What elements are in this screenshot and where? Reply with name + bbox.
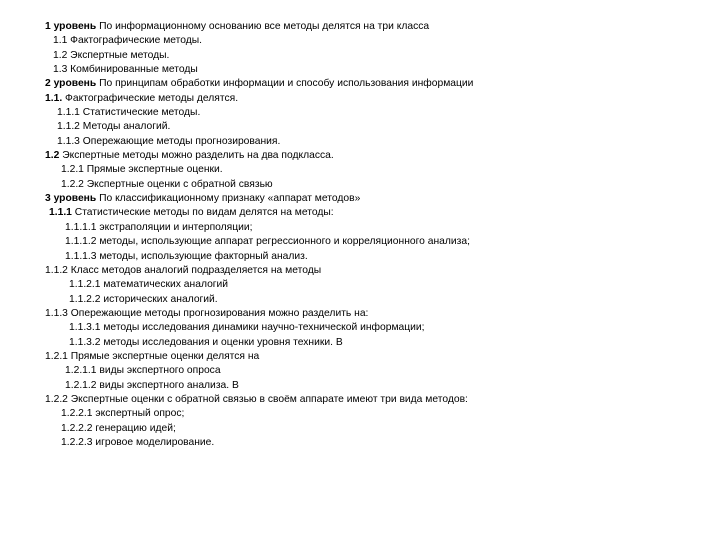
text-line: 2 уровень По принципам обработки информации и способу использования информации: [45, 78, 474, 90]
text-line: 1.2.1.2 виды экспертного анализа. В: [65, 379, 239, 391]
text-line: 1.2 Экспертные методы можно разделить на два подкласса.: [45, 150, 334, 162]
text-line: 1.2.2.2 генерацию идей;: [61, 422, 176, 434]
text-line: 1.2.2 Экспертные оценки с обратной связью в своём аппарате имеют три вида методов:: [45, 393, 468, 405]
text-line: 1.1.1 Статистические методы по видам делятся на методы:: [49, 207, 334, 219]
text-line: 1.2 Экспертные методы.: [53, 49, 170, 61]
text-line: 1.1.1.3 методы, использующие факторный анализ.: [65, 250, 308, 262]
text-line: 1.1 Фактографические методы.: [53, 35, 203, 47]
text-line: 1.2.1 Прямые экспертные оценки.: [61, 164, 223, 176]
text-line: 1.1. Фактографические методы делятся.: [45, 92, 239, 104]
text-line: 1.1.1 Статистические методы.: [57, 107, 201, 119]
text-line: 1.1.3 Опережающие методы прогнозирования можно разделить на:: [45, 307, 369, 319]
text-line: 1.2.2 Экспертные оценки с обратной связью: [61, 178, 273, 190]
text-line: 1.1.2 Класс методов аналогий подразделяется на методы: [45, 264, 322, 276]
text-line: 1.1.3 Опережающие методы прогнозирования.: [57, 135, 281, 147]
text-line: 1.2.1 Прямые экспертные оценки делятся на: [45, 350, 260, 362]
text-line: 1.1.3.2 методы исследования и оценки уровня техники. В: [69, 336, 343, 348]
text-line: 1.1.2 Методы аналогий.: [57, 121, 171, 133]
text-line: 1.1.2.2 исторических аналогий.: [69, 293, 218, 305]
text-line: 1.1.1.1 экстраполяции и интерполяции;: [65, 221, 253, 233]
text-line: 1 уровень По информационному основанию все методы делятся на три класса: [45, 21, 430, 32]
text-line: 1.1.2.1 математических аналогий: [69, 279, 229, 291]
text-line: 1.1.3.1 методы исследования динамики научно-технической информации;: [69, 322, 425, 334]
text-line: 1.3 Комбинированные методы: [53, 64, 198, 76]
text-line: 1.1.1.2 методы, использующие аппарат регрессионного и корреляционного анализа;: [65, 236, 470, 248]
text-line: 1.2.2.1 экспертный опрос;: [61, 408, 185, 420]
text-line: 1.2.1.1 виды экспертного опроса: [65, 365, 221, 377]
text-line: 3 уровень По классификационному признаку «аппарат методов»: [45, 193, 361, 205]
text-line: 1.2.2.3 игровое моделирование.: [61, 436, 215, 448]
classification-text: [0, 20, 720, 450]
